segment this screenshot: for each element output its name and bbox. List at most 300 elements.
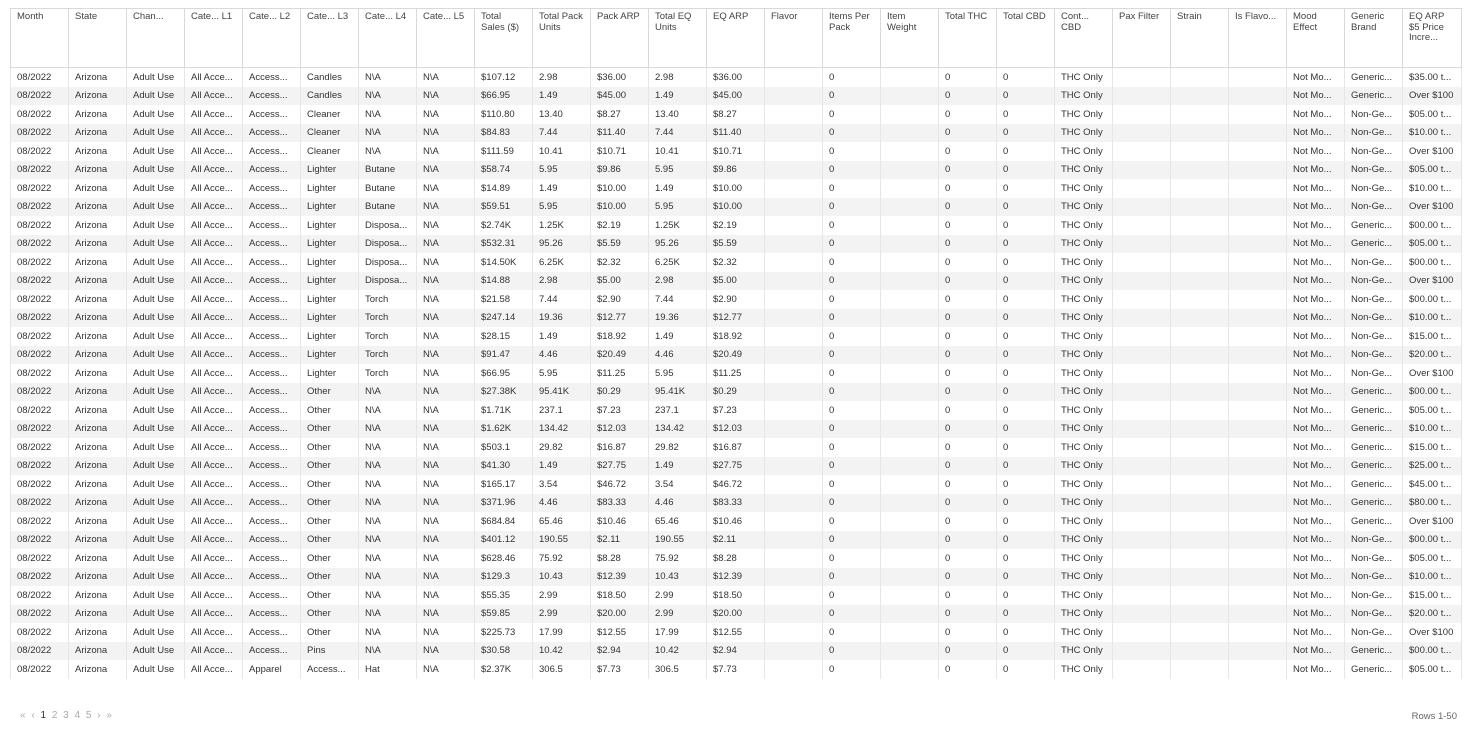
table-cell: 0: [939, 475, 997, 494]
table-cell: [765, 364, 823, 383]
table-cell: [1229, 623, 1287, 642]
table-cell: 0: [823, 623, 881, 642]
table-row[interactable]: [11, 642, 1462, 661]
table-cell: 1.49: [649, 87, 707, 106]
table-cell: 10.42: [533, 642, 591, 661]
table-cell: 10.43: [649, 568, 707, 587]
table-cell: 0: [823, 105, 881, 124]
table-cell: Torch: [359, 290, 417, 309]
table-cell: [1171, 87, 1229, 106]
table-cell: $18.50: [591, 586, 649, 605]
table-cell: [1171, 290, 1229, 309]
table-cell: 0: [823, 290, 881, 309]
table-row[interactable]: [11, 512, 1462, 531]
page-1-button[interactable]: 1: [40, 710, 47, 721]
table-cell: 6.25K: [533, 253, 591, 272]
table-cell: 08/2022: [11, 364, 69, 383]
table-cell: THC Only: [1055, 475, 1113, 494]
table-cell: Arizona: [69, 105, 127, 124]
column-header[interactable]: Total Sales ($): [475, 9, 533, 68]
table-cell: Arizona: [69, 438, 127, 457]
table-cell: All Acce...: [185, 457, 243, 476]
table-cell: Access...: [243, 327, 301, 346]
table-cell: 7.44: [533, 124, 591, 143]
rows-range-label: Rows 1-50: [1411, 711, 1457, 722]
table-cell: Non-Ge...: [1345, 272, 1403, 291]
table-cell: 2.99: [533, 586, 591, 605]
table-row[interactable]: [11, 549, 1462, 568]
table-row[interactable]: [11, 68, 1462, 87]
table-cell: [881, 346, 939, 365]
table-cell: Non-Ge...: [1345, 124, 1403, 143]
table-cell: Not Mo...: [1287, 438, 1345, 457]
table-cell: Not Mo...: [1287, 309, 1345, 328]
table-cell: [1113, 531, 1171, 550]
table-cell: Not Mo...: [1287, 549, 1345, 568]
table-cell: Arizona: [69, 346, 127, 365]
table-cell: $2.19: [707, 216, 765, 235]
table-cell: $00.00 t...: [1403, 531, 1462, 550]
table-cell: THC Only: [1055, 605, 1113, 624]
table-cell: [1113, 642, 1171, 661]
table-cell: Generic...: [1345, 438, 1403, 457]
table-cell: N\A: [417, 235, 475, 254]
table-cell: Arizona: [69, 623, 127, 642]
table-cell: 0: [939, 346, 997, 365]
table-cell: 08/2022: [11, 642, 69, 661]
column-header[interactable]: Generic Brand: [1345, 9, 1403, 68]
table-cell: [1229, 87, 1287, 106]
table-cell: Arizona: [69, 401, 127, 420]
table-cell: [1113, 68, 1171, 87]
table-cell: [1229, 179, 1287, 198]
table-cell: Adult Use: [127, 531, 185, 550]
table-cell: Pins: [301, 642, 359, 661]
table-cell: N\A: [417, 272, 475, 291]
table-cell: THC Only: [1055, 346, 1113, 365]
table-cell: THC Only: [1055, 87, 1113, 106]
column-header[interactable]: Total CBD: [997, 9, 1055, 68]
column-header[interactable]: Cont... CBD: [1055, 9, 1113, 68]
table-cell: N\A: [417, 605, 475, 624]
table-cell: 0: [939, 660, 997, 679]
table-cell: 75.92: [649, 549, 707, 568]
table-cell: 19.36: [649, 309, 707, 328]
table-cell: 08/2022: [11, 549, 69, 568]
table-cell: $10.00 t...: [1403, 309, 1462, 328]
table-cell: [881, 401, 939, 420]
table-cell: Access...: [243, 586, 301, 605]
table-cell: 1.49: [533, 327, 591, 346]
table-cell: [765, 87, 823, 106]
column-header[interactable]: Month: [11, 9, 69, 68]
table-cell: $12.77: [591, 309, 649, 328]
table-cell: 1.49: [649, 457, 707, 476]
table-cell: Access...: [243, 512, 301, 531]
table-cell: Not Mo...: [1287, 179, 1345, 198]
table-cell: Not Mo...: [1287, 290, 1345, 309]
table-row[interactable]: [11, 216, 1462, 235]
table-cell: 08/2022: [11, 272, 69, 291]
column-header[interactable]: Cate... L5: [417, 9, 475, 68]
table-cell: Not Mo...: [1287, 272, 1345, 291]
column-header[interactable]: Total THC: [939, 9, 997, 68]
table-row[interactable]: [11, 142, 1462, 161]
table-cell: 0: [939, 531, 997, 550]
table-row[interactable]: [11, 161, 1462, 180]
table-cell: Adult Use: [127, 475, 185, 494]
table-cell: $20.00: [707, 605, 765, 624]
table-cell: [881, 605, 939, 624]
table-row[interactable]: [11, 531, 1462, 550]
table-cell: Adult Use: [127, 401, 185, 420]
table-cell: Non-Ge...: [1345, 605, 1403, 624]
table-cell: [765, 383, 823, 402]
table-cell: Adult Use: [127, 142, 185, 161]
table-cell: [1229, 475, 1287, 494]
table-cell: N\A: [417, 642, 475, 661]
table-cell: 0: [997, 290, 1055, 309]
table-cell: [1229, 494, 1287, 513]
column-header[interactable]: Cate... L3: [301, 9, 359, 68]
column-header[interactable]: Total Pack Units: [533, 9, 591, 68]
table-cell: 0: [823, 142, 881, 161]
table-cell: All Acce...: [185, 568, 243, 587]
table-cell: 0: [823, 235, 881, 254]
table-cell: 0: [823, 586, 881, 605]
table-cell: N\A: [359, 623, 417, 642]
table-cell: $2.32: [591, 253, 649, 272]
table-cell: Arizona: [69, 660, 127, 679]
table-cell: [1171, 198, 1229, 217]
table-cell: [881, 87, 939, 106]
page-2-button[interactable]: 2: [51, 710, 58, 721]
column-header[interactable]: Strain: [1171, 9, 1229, 68]
table-cell: THC Only: [1055, 272, 1113, 291]
table-cell: 0: [939, 494, 997, 513]
table-cell: N\A: [359, 401, 417, 420]
table-cell: 0: [823, 309, 881, 328]
table-row[interactable]: [11, 179, 1462, 198]
column-header[interactable]: Pax Filter: [1113, 9, 1171, 68]
table-cell: Not Mo...: [1287, 346, 1345, 365]
table-row[interactable]: [11, 290, 1462, 309]
table-cell: 10.43: [533, 568, 591, 587]
table-cell: [1229, 105, 1287, 124]
table-cell: [1113, 660, 1171, 679]
table-cell: All Acce...: [185, 586, 243, 605]
table-cell: [1171, 494, 1229, 513]
table-cell: 0: [997, 660, 1055, 679]
table-cell: $80.00 t...: [1403, 494, 1462, 513]
table-cell: $12.03: [707, 420, 765, 439]
table-cell: All Acce...: [185, 549, 243, 568]
table-cell: 08/2022: [11, 420, 69, 439]
table-cell: 0: [939, 568, 997, 587]
table-row[interactable]: [11, 253, 1462, 272]
table-cell: $10.00 t...: [1403, 179, 1462, 198]
table-cell: $30.58: [475, 642, 533, 661]
last-page-button[interactable]: »: [106, 710, 112, 721]
table-cell: Access...: [243, 494, 301, 513]
table-cell: Arizona: [69, 586, 127, 605]
table-cell: N\A: [417, 253, 475, 272]
table-cell: 0: [823, 364, 881, 383]
table-cell: 134.42: [533, 420, 591, 439]
table-cell: 0: [997, 605, 1055, 624]
table-cell: N\A: [359, 383, 417, 402]
table-cell: $14.50K: [475, 253, 533, 272]
column-header[interactable]: Is Flavo...: [1229, 9, 1287, 68]
table-cell: All Acce...: [185, 87, 243, 106]
table-cell: $05.00 t...: [1403, 235, 1462, 254]
table-cell: [765, 642, 823, 661]
table-cell: All Acce...: [185, 124, 243, 143]
table-cell: N\A: [417, 512, 475, 531]
table-cell: 0: [997, 457, 1055, 476]
table-cell: Adult Use: [127, 105, 185, 124]
table-header: [11, 9, 1462, 68]
table-cell: Lighter: [301, 198, 359, 217]
column-header[interactable]: State: [69, 9, 127, 68]
table-cell: $05.00 t...: [1403, 660, 1462, 679]
column-header[interactable]: Total EQ Units: [649, 9, 707, 68]
table-row[interactable]: [11, 494, 1462, 513]
table-row[interactable]: [11, 272, 1462, 291]
table-cell: 0: [997, 105, 1055, 124]
page-3-button[interactable]: 3: [63, 710, 69, 721]
column-header[interactable]: Cate... L2: [243, 9, 301, 68]
table-cell: [1171, 568, 1229, 587]
table-cell: $05.00 t...: [1403, 105, 1462, 124]
table-cell: Access...: [243, 420, 301, 439]
table-cell: Arizona: [69, 420, 127, 439]
table-cell: All Acce...: [185, 309, 243, 328]
table-cell: $00.00 t...: [1403, 253, 1462, 272]
table-cell: 0: [939, 87, 997, 106]
table-cell: [1229, 660, 1287, 679]
table-cell: THC Only: [1055, 142, 1113, 161]
prev-page-button[interactable]: ‹: [31, 710, 35, 721]
table-cell: [765, 401, 823, 420]
table-cell: THC Only: [1055, 568, 1113, 587]
table-cell: Lighter: [301, 235, 359, 254]
table-cell: Lighter: [301, 364, 359, 383]
table-cell: Non-Ge...: [1345, 309, 1403, 328]
table-row[interactable]: [11, 309, 1462, 328]
table-cell: [881, 309, 939, 328]
table-cell: 0: [823, 161, 881, 180]
table-cell: Adult Use: [127, 568, 185, 587]
column-header[interactable]: Flavor: [765, 9, 823, 68]
table-cell: Other: [301, 475, 359, 494]
table-row[interactable]: [11, 383, 1462, 402]
column-header[interactable]: Item Weight: [881, 9, 939, 68]
table-cell: [1113, 549, 1171, 568]
table-cell: N\A: [417, 68, 475, 87]
column-header[interactable]: Cate... L4: [359, 9, 417, 68]
table-row[interactable]: [11, 87, 1462, 106]
table-cell: N\A: [417, 531, 475, 550]
table-row[interactable]: [11, 327, 1462, 346]
table-cell: 0: [823, 179, 881, 198]
table-cell: Adult Use: [127, 660, 185, 679]
table-cell: $27.38K: [475, 383, 533, 402]
table-cell: 0: [997, 68, 1055, 87]
table-cell: 08/2022: [11, 475, 69, 494]
first-page-button[interactable]: «: [20, 710, 26, 721]
table-cell: [765, 68, 823, 87]
table-cell: Access...: [243, 235, 301, 254]
table-cell: N\A: [417, 494, 475, 513]
table-row[interactable]: [11, 124, 1462, 143]
table-row[interactable]: [11, 438, 1462, 457]
table-cell: [1113, 420, 1171, 439]
table-cell: [881, 623, 939, 642]
table-row[interactable]: [11, 235, 1462, 254]
table-cell: Non-Ge...: [1345, 161, 1403, 180]
table-cell: N\A: [417, 198, 475, 217]
table-cell: 0: [823, 327, 881, 346]
table-cell: $8.28: [591, 549, 649, 568]
table-cell: 0: [939, 142, 997, 161]
table-cell: 0: [939, 124, 997, 143]
table-cell: 0: [823, 438, 881, 457]
table-cell: N\A: [417, 383, 475, 402]
table-cell: Not Mo...: [1287, 198, 1345, 217]
table-cell: Torch: [359, 327, 417, 346]
table-cell: 08/2022: [11, 235, 69, 254]
table-row[interactable]: [11, 401, 1462, 420]
table-cell: $0.29: [707, 383, 765, 402]
table-cell: 08/2022: [11, 383, 69, 402]
table-row[interactable]: [11, 623, 1462, 642]
table-cell: 1.49: [649, 179, 707, 198]
table-cell: THC Only: [1055, 420, 1113, 439]
table-cell: [1113, 235, 1171, 254]
table-cell: [765, 438, 823, 457]
table-row[interactable]: [11, 420, 1462, 439]
table-cell: Access...: [243, 253, 301, 272]
table-cell: N\A: [417, 660, 475, 679]
table-cell: $46.72: [591, 475, 649, 494]
column-header[interactable]: EQ ARP: [707, 9, 765, 68]
table-cell: Arizona: [69, 383, 127, 402]
table-cell: $401.12: [475, 531, 533, 550]
table-cell: [881, 142, 939, 161]
table-cell: All Acce...: [185, 642, 243, 661]
table-cell: [881, 438, 939, 457]
table-cell: Access...: [243, 642, 301, 661]
table-cell: $2.19: [591, 216, 649, 235]
table-cell: $20.49: [591, 346, 649, 365]
table-cell: THC Only: [1055, 216, 1113, 235]
table-cell: [765, 142, 823, 161]
table-cell: Generic...: [1345, 475, 1403, 494]
table-cell: $8.27: [707, 105, 765, 124]
page-5-button[interactable]: 5: [85, 710, 92, 721]
table-cell: $2.90: [707, 290, 765, 309]
table-cell: Butane: [359, 179, 417, 198]
table-cell: [881, 549, 939, 568]
table-cell: Access...: [243, 309, 301, 328]
table-cell: Adult Use: [127, 124, 185, 143]
table-cell: 2.98: [649, 272, 707, 291]
table-cell: Adult Use: [127, 216, 185, 235]
table-cell: 0: [823, 568, 881, 587]
table-cell: $10.00 t...: [1403, 420, 1462, 439]
table-cell: N\A: [359, 105, 417, 124]
table-cell: [765, 161, 823, 180]
table-cell: All Acce...: [185, 327, 243, 346]
table-cell: [1113, 253, 1171, 272]
table-row[interactable]: [11, 198, 1462, 217]
column-header[interactable]: Mood Effect: [1287, 9, 1345, 68]
table-cell: Other: [301, 383, 359, 402]
table-row[interactable]: [11, 605, 1462, 624]
table-cell: Not Mo...: [1287, 124, 1345, 143]
table-cell: 08/2022: [11, 605, 69, 624]
table-row[interactable]: [11, 586, 1462, 605]
table-cell: Adult Use: [127, 161, 185, 180]
data-table: [10, 8, 1462, 679]
column-header[interactable]: Cate... L1: [185, 9, 243, 68]
column-header[interactable]: EQ ARP $5 Price Incre...: [1403, 9, 1462, 68]
page-4-button[interactable]: 4: [74, 710, 81, 721]
table-cell: THC Only: [1055, 642, 1113, 661]
table-cell: Access...: [243, 272, 301, 291]
table-cell: Not Mo...: [1287, 216, 1345, 235]
table-row[interactable]: [11, 364, 1462, 383]
table-cell: THC Only: [1055, 586, 1113, 605]
table-cell: 0: [997, 161, 1055, 180]
table-cell: Access...: [243, 198, 301, 217]
table-cell: Non-Ge...: [1345, 327, 1403, 346]
next-page-button[interactable]: ›: [97, 710, 101, 721]
table-cell: 0: [997, 512, 1055, 531]
table-cell: 08/2022: [11, 105, 69, 124]
table-cell: 0: [939, 290, 997, 309]
table-cell: Access...: [243, 364, 301, 383]
table-row[interactable]: [11, 457, 1462, 476]
table-cell: 0: [997, 549, 1055, 568]
table-cell: N\A: [359, 68, 417, 87]
table-cell: 0: [823, 253, 881, 272]
table-cell: $00.00 t...: [1403, 383, 1462, 402]
table-cell: N\A: [359, 438, 417, 457]
column-header[interactable]: Items Per Pack: [823, 9, 881, 68]
column-header[interactable]: Pack ARP: [591, 9, 649, 68]
table-cell: Not Mo...: [1287, 87, 1345, 106]
table-row[interactable]: [11, 346, 1462, 365]
table-cell: [1113, 623, 1171, 642]
table-cell: 1.49: [649, 327, 707, 346]
table-row[interactable]: [11, 105, 1462, 124]
table-cell: $10.46: [591, 512, 649, 531]
table-row[interactable]: [11, 475, 1462, 494]
table-cell: Lighter: [301, 346, 359, 365]
column-header[interactable]: Chan...: [127, 9, 185, 68]
table-cell: 5.95: [533, 198, 591, 217]
table-cell: [1171, 309, 1229, 328]
table-cell: All Acce...: [185, 383, 243, 402]
table-cell: Access...: [243, 457, 301, 476]
table-cell: [765, 327, 823, 346]
table-cell: $10.00 t...: [1403, 568, 1462, 587]
table-row[interactable]: [11, 660, 1462, 679]
table-cell: Adult Use: [127, 68, 185, 87]
table-row[interactable]: [11, 568, 1462, 587]
